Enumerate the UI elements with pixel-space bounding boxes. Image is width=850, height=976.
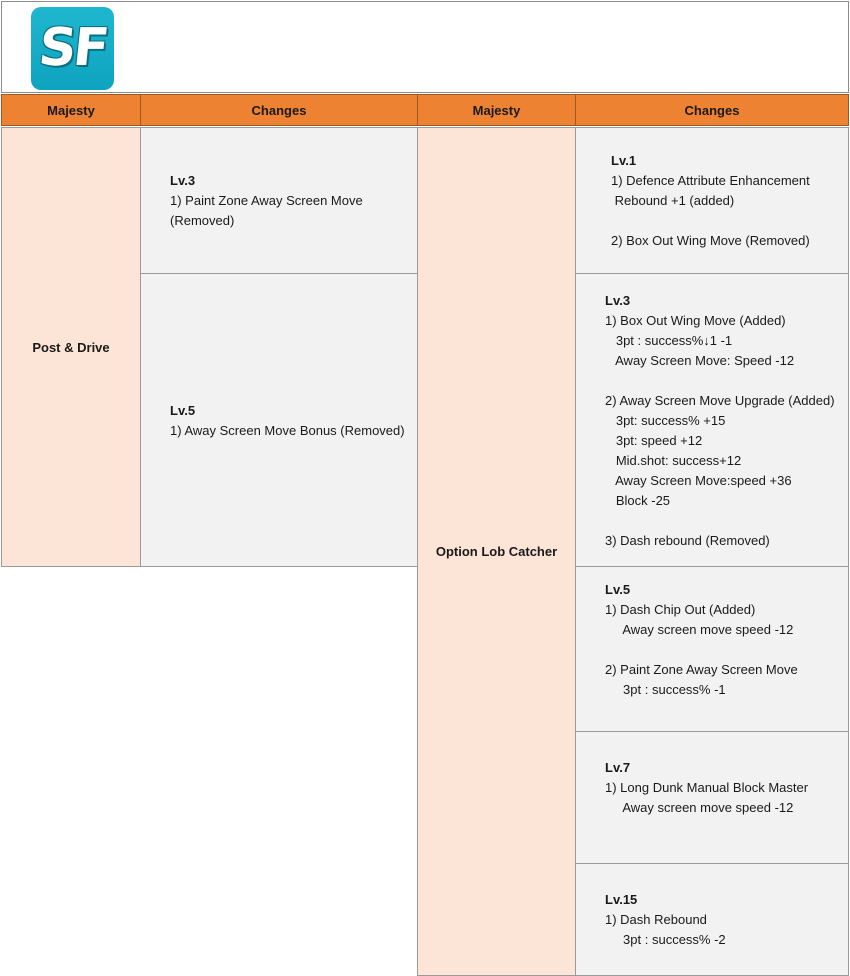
changes-cell: [575, 273, 849, 567]
level-label: Lv.15: [605, 892, 638, 907]
change-line: Away screen move speed -12: [605, 622, 794, 637]
change-line: 1) Away Screen Move Bonus (Removed): [170, 423, 405, 438]
level-label: Lv.3: [605, 293, 631, 308]
majesty-cell-option-lob-catcher: [417, 127, 576, 976]
header-changes-left: Changes: [140, 94, 418, 126]
change-line: 3pt: success% +15: [605, 413, 726, 428]
changes-cell: [575, 863, 849, 976]
change-line: Mid.shot: success+12: [605, 453, 742, 468]
change-line: 1) Box Out Wing Move (Added): [605, 313, 786, 328]
majesty-label: Post & Drive: [32, 339, 110, 355]
sf-logo-icon: [31, 7, 114, 90]
change-line: 3pt : success% -1: [605, 682, 726, 697]
changes-cell: [575, 566, 849, 732]
change-line: 3pt : success%↓1 -1: [605, 333, 733, 348]
change-line: Block -25: [605, 493, 671, 508]
change-line: 3pt : success% -2: [605, 932, 726, 947]
level-label: Lv.7: [605, 760, 631, 775]
level-label: Lv.3: [170, 173, 196, 188]
changes-cell: [575, 127, 849, 274]
change-line: 1) Paint Zone Away Screen Move: [170, 193, 363, 208]
change-line: 3) Dash rebound (Removed): [605, 533, 770, 548]
header-majesty-right: Majesty: [417, 94, 576, 126]
change-line: (Removed): [170, 213, 235, 228]
level-label: Lv.5: [170, 403, 196, 418]
changes-cell: [140, 127, 418, 274]
changes-cell: [140, 273, 418, 567]
change-line: 3pt: speed +12: [605, 433, 703, 448]
majesty-label: Option Lob Catcher: [435, 544, 558, 559]
level-label: Lv.1: [611, 153, 637, 168]
change-line: 1) Dash Chip Out (Added): [605, 602, 756, 617]
change-line: Away Screen Move: Speed -12: [605, 353, 795, 368]
logo-text: SF: [35, 18, 110, 78]
change-line: Away screen move speed -12: [605, 800, 794, 815]
header-majesty-left: Majesty: [1, 94, 141, 126]
majesty-cell-post-drive: [1, 127, 141, 567]
level-label: Lv.5: [605, 582, 631, 597]
change-line: 2) Box Out Wing Move (Removed): [611, 233, 810, 248]
logo-cell: [1, 1, 141, 93]
change-line: Away Screen Move:speed +36: [605, 473, 792, 488]
change-line: 2) Paint Zone Away Screen Move: [605, 662, 798, 677]
changes-cell: [575, 731, 849, 864]
change-line: 1) Long Dunk Manual Block Master: [605, 780, 809, 795]
change-line: 1) Dash Rebound: [605, 912, 707, 927]
header-changes-right: Changes: [575, 94, 849, 126]
change-line: 1) Defence Attribute Enhancement: [611, 173, 810, 188]
change-line: 2) Away Screen Move Upgrade (Added): [605, 393, 835, 408]
title-cell: [140, 1, 849, 93]
change-line: Rebound +1 (added): [611, 193, 735, 208]
